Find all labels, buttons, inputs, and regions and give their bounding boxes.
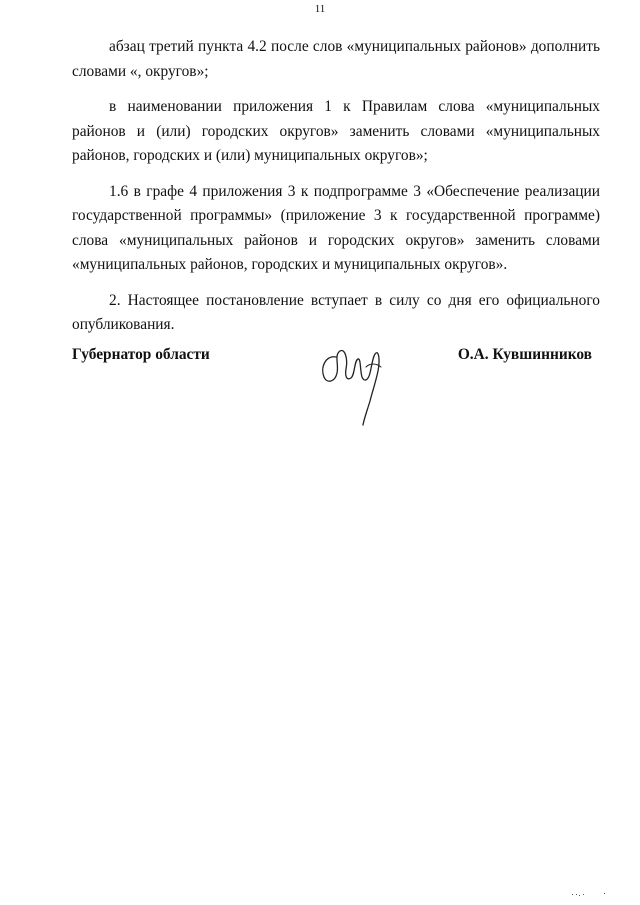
paragraph-1: абзац третий пункта 4.2 после слов «муниципальных районов» дополнить словами «, округов»; [72,38,600,80]
handwritten-signature [318,337,398,429]
document-body [72,35,600,349]
paragraph-2: в наименовании приложения 1 к Правилам слова «муниципальных районов и (или) городских округов» заменить словами «муниципальных районов, городских и (или) муниципальных округов»; [72,98,600,164]
signatory-name: О.А. Кувшинников [457,346,592,363]
signatory-title: Губернатор области [72,346,210,363]
page-number: 11 [314,3,326,15]
paragraph-4: 2. Настоящее постановление вступает в силу со дня его официального опубликования. [72,291,600,333]
signature-block [72,340,600,440]
scan-artifact [572,892,612,898]
paragraph-3: 1.6 в графе 4 приложения 3 к подпрограмме 3 «Обеспечение реализации государственной программы» (приложение 3 к государственной программе) слова «муниципальных районов и городских округов» заменить словами «муниципальных районов, городских и муниципальных округов». [72,182,600,273]
